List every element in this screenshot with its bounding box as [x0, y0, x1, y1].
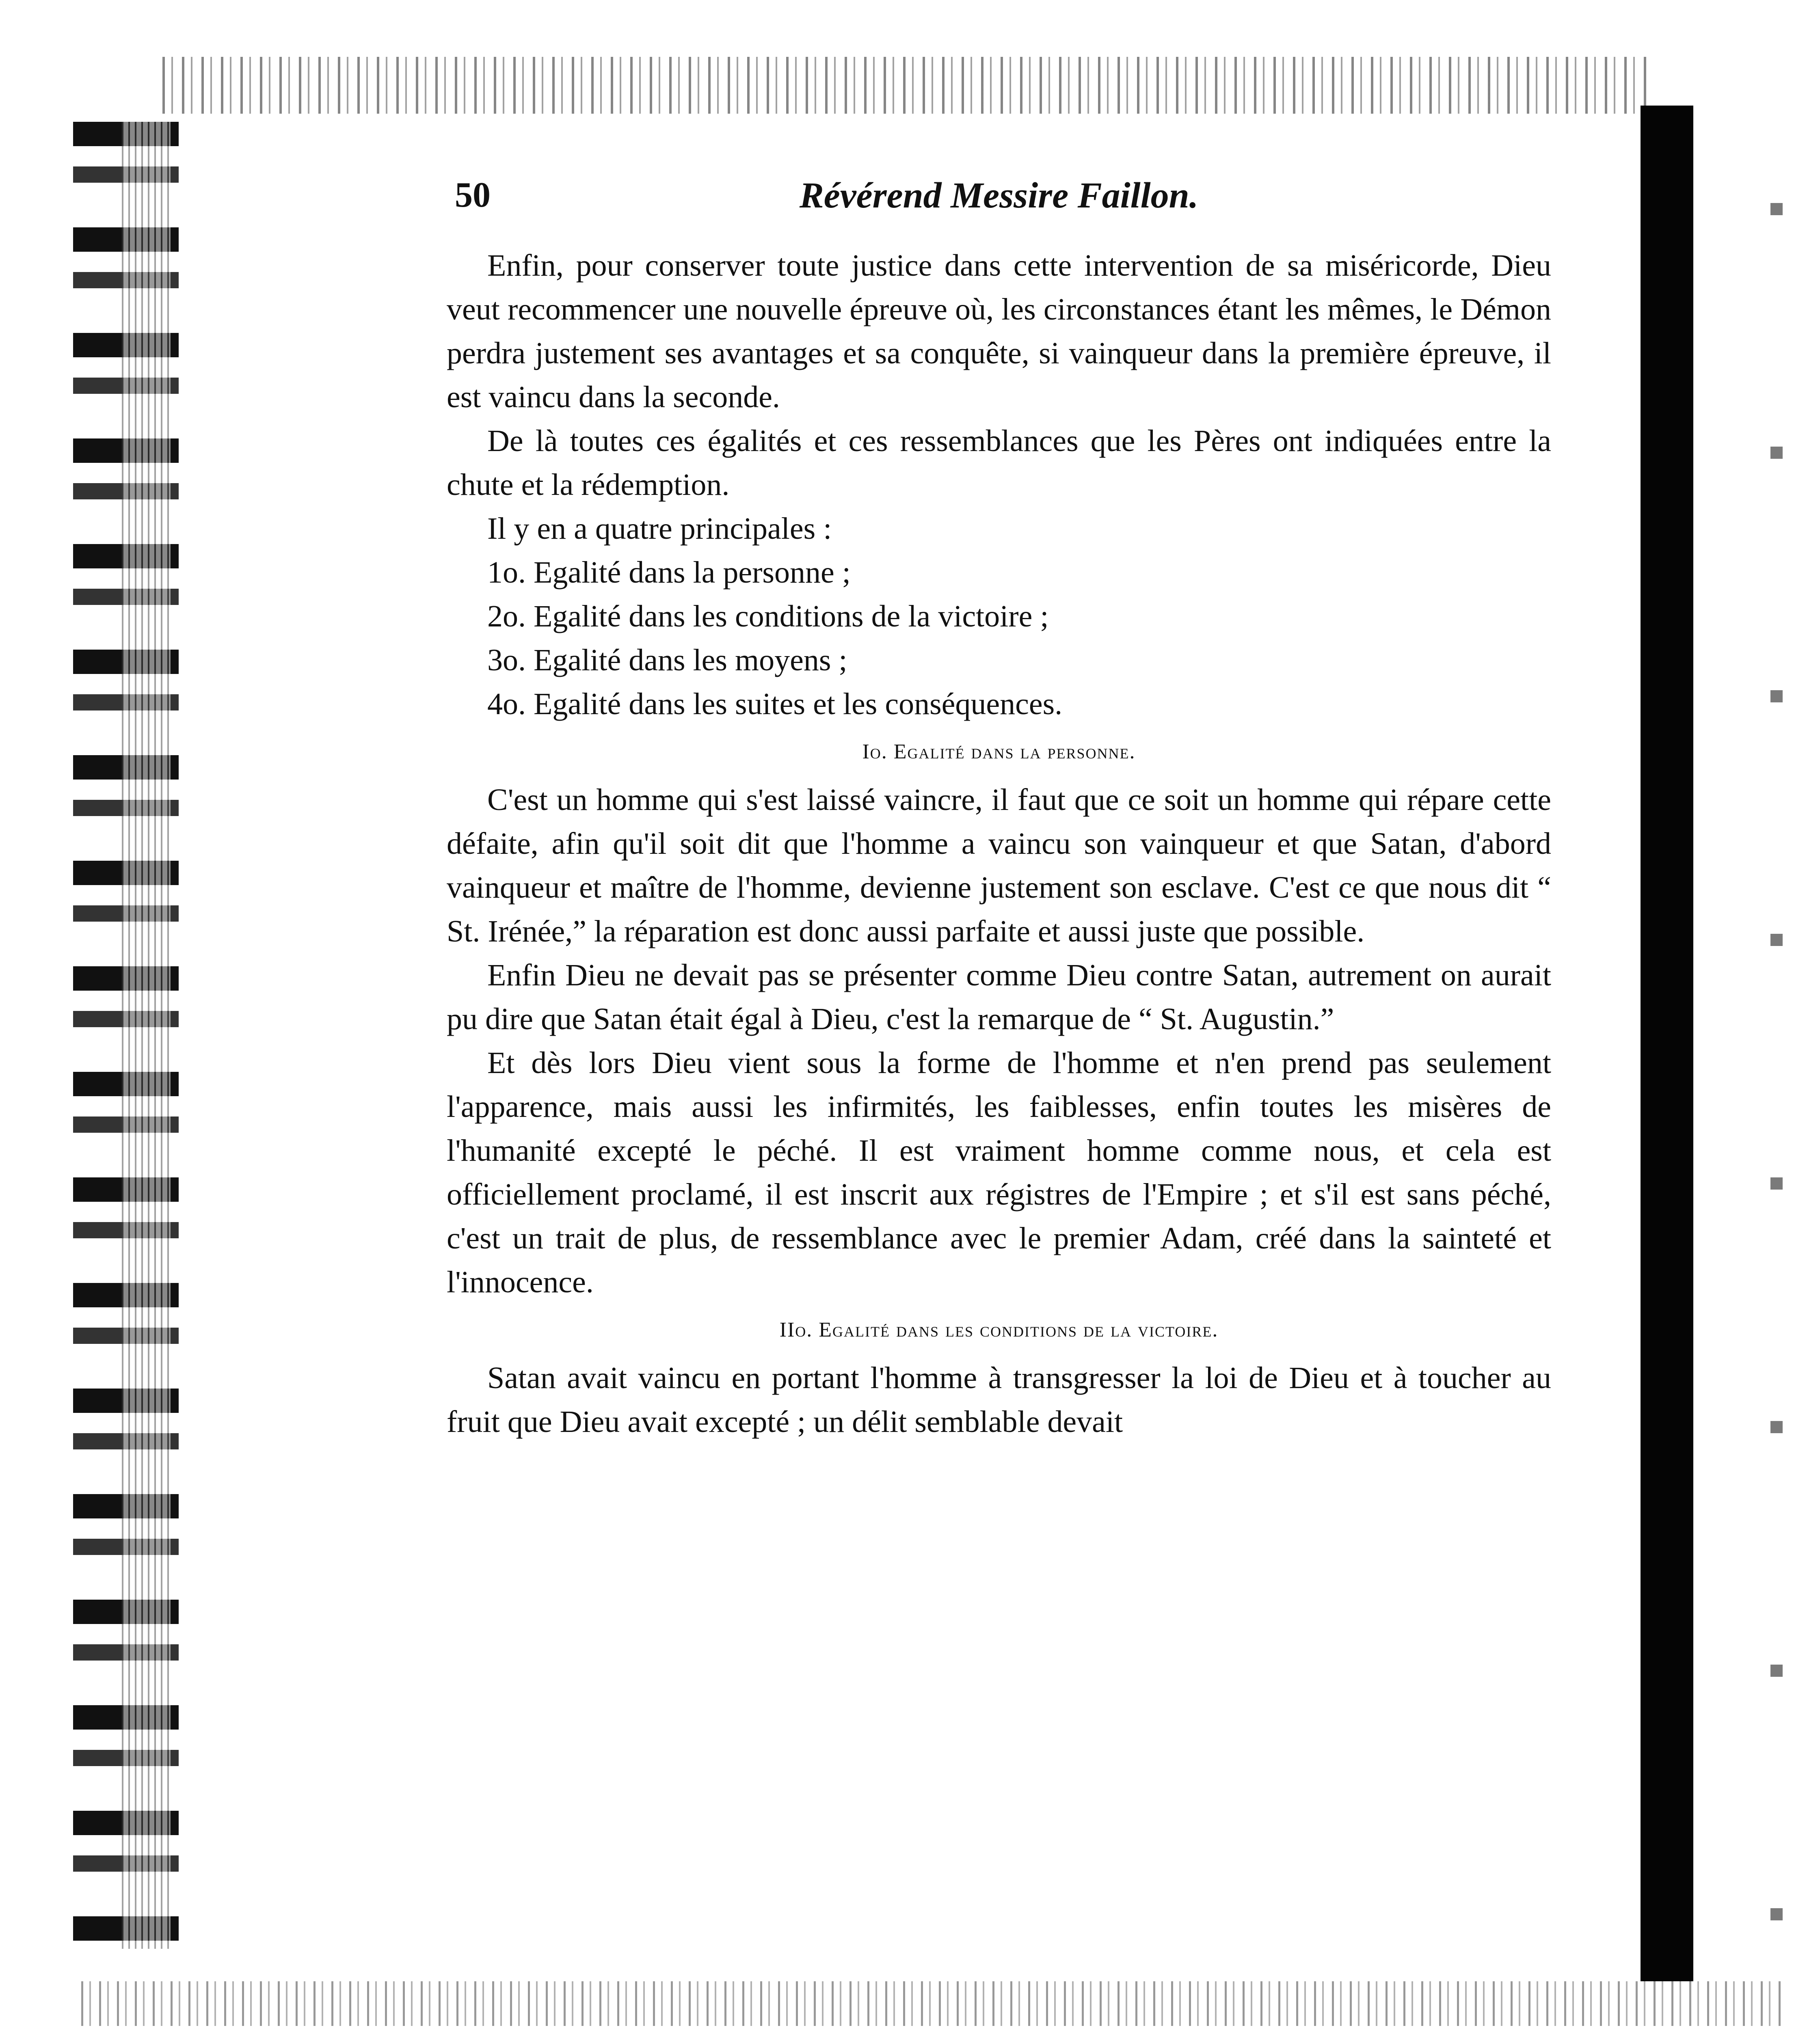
page-header: [447, 175, 1551, 227]
scan-noise-right: [1770, 81, 1783, 1989]
scan-binding-shadow: [1641, 106, 1693, 1981]
scan-noise-bottom: [81, 1981, 1787, 2026]
list-item: 2o. Egalité dans les conditions de la victoire ;: [487, 599, 1049, 633]
paragraph: Satan avait vaincu en portant l'homme à transgresser la loi de Dieu et à toucher au fruit que Dieu avait excepté ; un délit semblable devait: [447, 1361, 1551, 1439]
paragraph: De là toutes ces égalités et ces ressemblances que les Pères ont indiquées entre la chute et la rédemption.: [447, 424, 1551, 502]
paragraph: Enfin, pour conserver toute justice dans cette intervention de sa miséricorde, Dieu veut recommencer une nouvelle épreuve où, les circonstances étant les mêmes, le Démon perdra justement ses avantages et sa conquête, si vainqueur dans la première épreuve, il est vaincu dans la seconde.: [447, 248, 1551, 414]
section-heading: IIo. Egalité dans les conditions de la victoire.: [779, 1318, 1219, 1341]
scan-noise-top: [162, 57, 1649, 114]
paragraph: Enfin Dieu ne devait pas se présenter comme Dieu contre Satan, autrement on aurait pu dire que Satan était égal à Dieu, c'est la remarque de “ St. Augustin.”: [447, 958, 1551, 1036]
book-page: [447, 175, 1551, 1444]
list-item: 4o. Egalité dans les suites et les conséquences.: [487, 687, 1063, 721]
paragraph: C'est un homme qui s'est laissé vaincre, il faut que ce soit un homme qui répare cette défaite, afin qu'il soit dit que l'homme a vaincu son vainqueur et que Satan, d'abord vainqueur et maître de l'homme, devienne justement son esclave. C'est ce que nous dit “ St. Irénée,” la réparation est donc aussi parfaite et aussi juste que possible.: [447, 783, 1551, 948]
section-heading: Io. Egalité dans la personne.: [862, 740, 1136, 763]
scan-noise-left-inner: [122, 122, 171, 1949]
list-item: 1o. Egalité dans la personne ;: [487, 555, 851, 590]
paragraph: Et dès lors Dieu vient sous la forme de l'homme et n'en prend pas seulement l'apparence, mais aussi les infirmités, les faiblesses, enfin toutes les misères de l'humanité excepté le péché. Il est vraiment homme comme nous, et cela est officiellement proclamé, il est inscrit aux régistres de l'Empire ; et s'il est sans péché, c'est un trait de plus, de ressemblance avec le premier Adam, créé dans la sainteté et l'innocence.: [447, 1046, 1551, 1299]
list-item: 3o. Egalité dans les moyens ;: [487, 643, 847, 677]
page-body: [447, 244, 1551, 1444]
running-title: Révérend Messire Faillon.: [799, 175, 1199, 216]
paragraph: Il y en a quatre principales :: [487, 512, 832, 546]
page-number: 50: [455, 175, 491, 215]
